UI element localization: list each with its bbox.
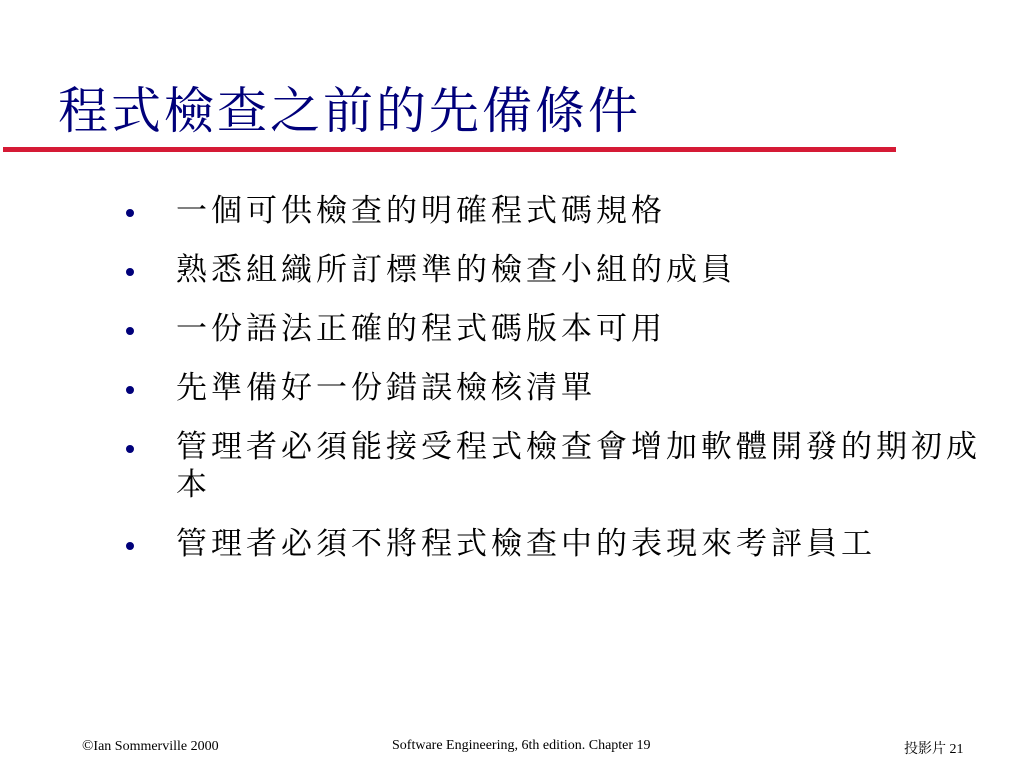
bullet-item	[120, 428, 1000, 504]
bullet-text: 管理者必須不將程式檢查中的表現來考評員工	[176, 526, 876, 562]
bullet-dot-icon	[126, 445, 134, 453]
footer-copyright	[82, 738, 219, 755]
bullet-item	[120, 525, 1000, 563]
bullet-dot-icon	[126, 268, 134, 276]
bullet-item	[120, 192, 1000, 230]
title-underline-rule	[3, 147, 896, 152]
footer-book-title: Software Engineering, 6th edition. Chapter 19	[392, 738, 651, 753]
slide-title: 程式檢查之前的先備條件	[58, 82, 641, 140]
bullet-item	[120, 310, 1000, 348]
copyright-symbol: ©	[82, 738, 94, 754]
bullet-dot-icon	[126, 327, 134, 335]
bullet-list	[120, 192, 1000, 584]
bullet-text: 管理者必須能接受程式檢查會增加軟體開發的期初成本	[176, 429, 981, 503]
footer-author: Ian Sommerville 2000	[93, 739, 219, 754]
bullet-dot-icon	[126, 542, 134, 550]
bullet-item	[120, 251, 1000, 289]
bullet-text: 熟悉組織所訂標準的檢查小組的成員	[176, 252, 736, 288]
bullet-text: 一個可供檢查的明確程式碼規格	[176, 193, 666, 229]
footer-slide-number: 投影片 21	[904, 742, 964, 757]
bullet-item	[120, 369, 1000, 407]
bullet-text: 一份語法正確的程式碼版本可用	[176, 311, 666, 347]
bullet-dot-icon	[126, 386, 134, 394]
bullet-text: 先準備好一份錯誤檢核清單	[176, 370, 596, 406]
bullet-dot-icon	[126, 209, 134, 217]
